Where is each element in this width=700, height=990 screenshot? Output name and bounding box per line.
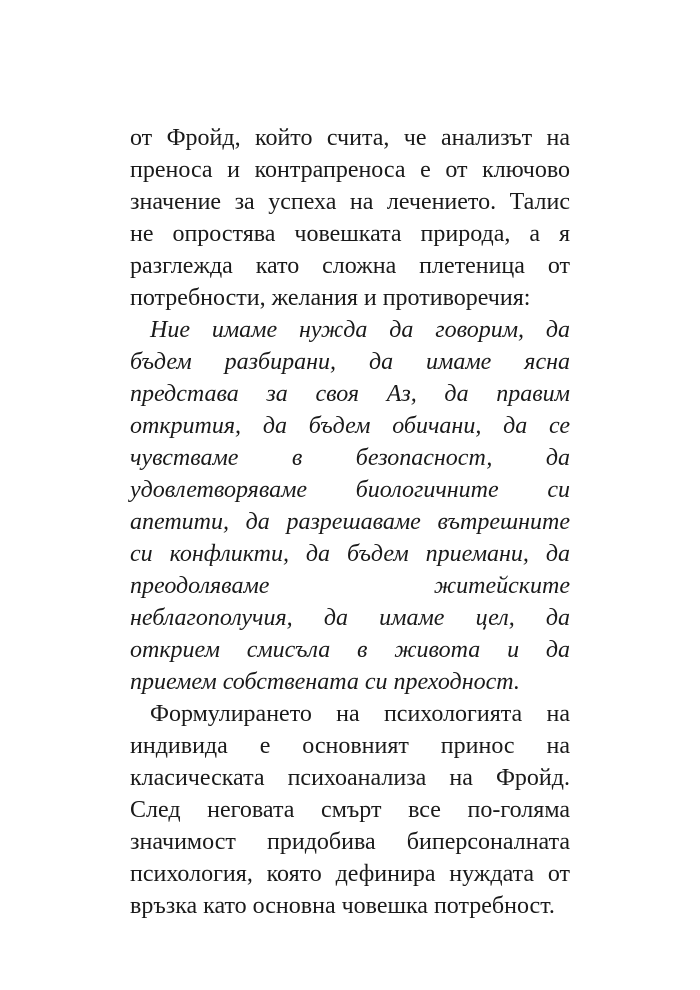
text-line: от Фройд, който счита, че анализът на: [130, 125, 570, 151]
quote-line: Ние имаме нужда да говорим, да: [150, 317, 570, 343]
text-line: не опростява човешката природа, а я: [130, 221, 570, 247]
text-line: психология, която дефинира нуждата от: [130, 861, 570, 887]
text-line: потребности, желания и противоречия:: [130, 285, 531, 311]
text-line: След неговата смърт все по-голяма: [130, 797, 570, 823]
quote-line: представа за своя Аз, да правим: [130, 381, 570, 407]
text-line: класическата психоанализа на Фройд.: [130, 765, 570, 791]
quote-line: преодоляваме житейските: [130, 573, 570, 599]
quote-line: неблагополучия, да имаме цел, да: [130, 605, 570, 631]
text-line: Формулирането на психологията на: [150, 701, 570, 727]
text-line: значимост придобива биперсоналната: [130, 829, 570, 855]
text-line: разглежда като сложна плетеница от: [130, 253, 570, 279]
quote-line: бъдем разбирани, да имаме ясна: [130, 349, 570, 375]
quote-line: чувстваме в безопасност, да: [130, 445, 570, 471]
quote-line: удовлетворяваме биологичните си: [130, 477, 570, 503]
text-line: значение за успеха на лечението. Талис: [130, 189, 570, 215]
text-line: преноса и контрапреноса е от ключово: [130, 157, 570, 183]
quote-line: открития, да бъдем обичани, да се: [130, 413, 570, 439]
quote-line: приемем собствената си преходност.: [130, 669, 520, 695]
quote-line: апетити, да разрешаваме вътрешните: [130, 509, 570, 535]
text-line: индивида е основният принос на: [130, 733, 570, 759]
text-line: връзка като основна човешка потребност.: [130, 893, 555, 919]
quote-line: открием смисъла в живота и да: [130, 637, 570, 663]
quote-line: си конфликти, да бъдем приемани, да: [130, 541, 570, 567]
